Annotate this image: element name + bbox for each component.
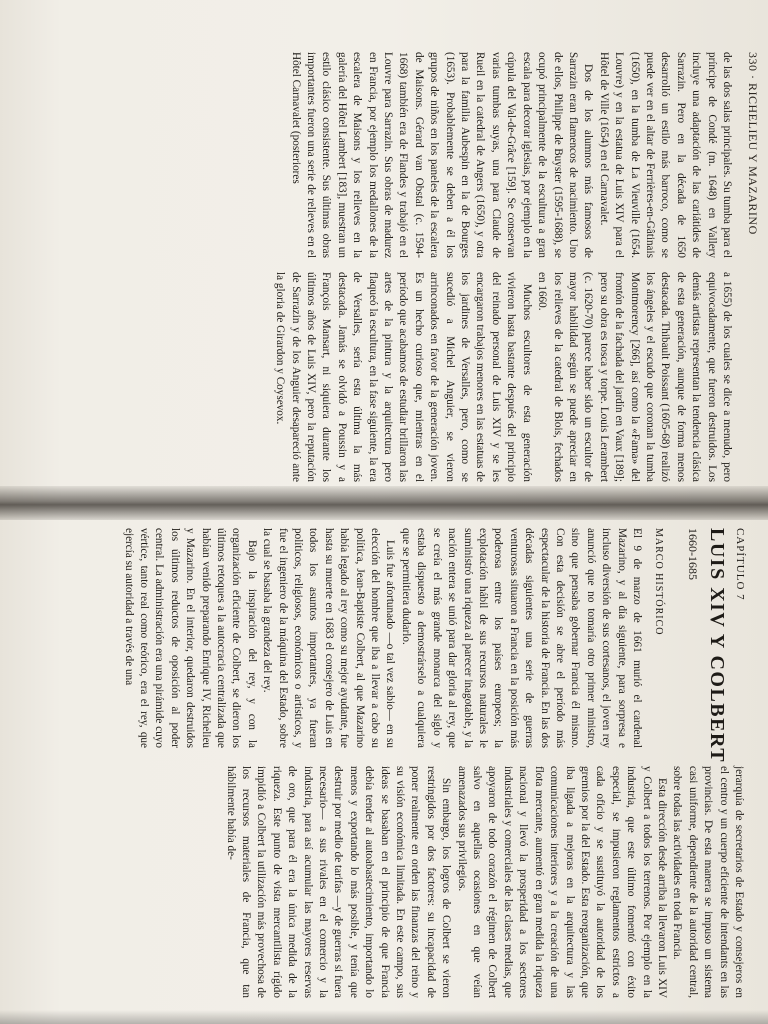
paragraph: Bajo la inspiración del rey, y con la organización eficiente de Colbert, se dieron los últimos retoques a la autocracia centralizada que habían venido preparando Enrique IV, Richelieu y Mazarino. En el interior, quedaron destruidos los últimos reductos de oposición al poder central. La administración era una pirámide cuyo vértice, tanto real como teórico, era el rey, que ejercía su autoridad a través de una [122,528,258,748]
paragraph: Esta dirección desde arriba la llevaron Luis XIV y Colbert a todos los terrenos. Por ejemplo en la industria, que este último fomentó con éxito especial, se impusieron reglamentos estrictos a cada oficio y se sustituyó la autoridad de los gremios por la del Estado. Esta reorganización, que iba ligada a mejoras en la arquitectura y las comunicaciones interiores y a la creación de una flota mercante, aumentó en gran medida la riqueza nacional y llevó la prosperidad a los sectores industriales y comerciales de las clases medias, que apoyaron de todo corazón el régimen de Colbert salvo en aquellas ocasiones en que veían amenazados sus privilegios. [455,766,668,998]
running-head: 330 · RICHELIEU Y MAZARINO [746,52,760,235]
page-edge-shadow [0,1010,768,1024]
chapter-title: LUIS XIV Y COLBERT [706,528,728,764]
right-page [0,500,768,1024]
left-page-column-1 [287,52,734,258]
paragraph: Luis fue afortunado —o tal vez sabio— en su elección del hombre que iba a llevar a cabo su política, Jean-Baptiste Colbert, al que Mazarino había legado al rey como su mejor ayudante, fue hasta su muerte en 1683 el consejero de Luis en todos los asuntos importantes, ya fueran políticos, religiosos, económicos o artísticos, y fue el ingeniero de la máquina del Estado, sobre la cual se basaba la grandeza del rey. [261,528,397,748]
paragraph: jerarquía de secretarios de Estado y consejeros en el centro y un cuerpo eficiente de intendants en las provincias. De esta manera se impuso un sistema casi uniforme, dependiente de la autoridad central, sobre todas las actividades en toda Francia. [671,766,745,998]
chapter-dates: 1660-1685 [686,528,700,580]
paragraph: El 9 de marzo de 1661 murió el cardenal Mazarino, y al día siguiente, para sorpresa e incluso diversión de sus cortesanos, el joven rey anunció que no tomaría otro primer ministro, sino que pensaba gobernar Francia él mismo. Con esta decisión se abre el período más espectacular de la historia de Francia. En las dos décadas siguientes una serie de guerras venturosas situaron a Francia en la posición más poderosa entre los países europeos; la explotación hábil de sus recursos naturales le suministró una riqueza al parecer inagotable, y la nación entera se unió para dar gloria al rey, que se creía el más grande monarca del siglo y estaba dispuesto a demostrárselo a cualquiera que se permitiera dudarlo. [399,528,643,748]
chapter-label: CAPÍTULO 7 [734,528,746,601]
paragraph: de las dos salas principales. Su tumba para el príncipe de Condé (m. 1648) en Vallery incluye una adaptación de las cariátides de Sarrazin. Pero en la década de 1650 desarrolló un estilo más barroco, como se puede ver en el altar de Ferrières-en-Gâtinais (1650), en la tumba de La Vieuville (1654. Louvre) y en la estatua de Luis XIV para el Hôtel de Ville (1654) en el Carnavalet. [597,52,733,258]
left-page [0,0,768,500]
paragraph: Sin embargo, los logros de Colbert se vieron restringidos por dos factores: su incapacidad de poner realmente en orden las finanzas del reino y su visión económica limitada. En este campo, sus ideas se basaban en el principio de que Francia debía tender al autoabastecimiento, importando lo menos y exportando lo más posible, y tenía que destruir por medio de tarifas —y de guerras si fuera necesario— a sus rivales en el comercio y la industria, para así acumular las mayores reservas de oro, que para él era la única medida de la riqueza. Este punto de vista mercantilista rígido impidió a Colbert la utilización más provechosa de los recursos materiales de Francia, que tan hábilmente había de- [224,766,453,998]
left-page-column-2 [272,272,734,482]
right-page-column-1 [120,528,644,748]
paragraph: Muchos escultores de esta generación vivieron hasta bastante después del principio del reinado personal de Luis XIV y se les encargaron trabajos menores en las estatuas de los jardines de Versalles, pero, como se sucedió a Michel Anguier, se vieron arrinconados en favor de la generación joven. Es un hecho curioso que, mientras en el período que acabamos de estudiar brillaron las artes de la pintura y la arquitectura pero flaqueó la escultura, en la fase siguiente, la era de Versalles, sería esta última la más destacada. Jamás se olvidó a Poussin y a François Mansart, ni siquiera durante los últimos años de Luis XIV, pero la reputación de Sarrazin y de los Anguier desapareció ante la gloria de Girardon y Coysevox. [274,272,533,482]
section-heading: MARCO HISTÓRICO [653,528,664,636]
paragraph: Dos de los alumnos más famosos de Sarrazin eran flamencos de nacimiento. Uno de ellos, Philippe de Buyster (1595-1688), se ocupó principalmente de la escultura a gran escala para decorar iglesias, por ejemplo en la cúpula del Val-de-Grâce [159]. Se conservan varias tumbas suyas, una para Claude de Rueil en la catedral de Angers (1650), y otra para la familia Aubespin en la de Bourges (1653). Probablemente se deben a él los grupos de niños en los paneles de la escalera de Maisons. Gérard van Obstal (c. 1594-1668) también era de Flandes y trabajó en el Louvre para Sarrazin. Sus obras de madurez en Francia, por ejemplo los medallones de la escalera de Maisons y los relieves en la galería del Hôtel Lambert [183], muestran un estilo clásico consistente. Sus últimas obras importantes fueron una serie de relieves en el Hôtel Carnavalet (posteriores [289,52,595,258]
right-page-column-2 [222,766,746,998]
paragraph: a 1655) de los cuales se dice a menudo, pero equivocadamente, que fueron destruidos. Los demás artistas representan la tendencia clásica de esta generación, aunque de forma menos destacada. Thibault Poissant (1605-68) realizó los ángeles y el escudo que coronan la tumba Montmorency [266], así como la «Fama» del frontón de la fachada del jardín en Vaux [189]; pero su obra es tosca y torpe. Louis Lerambert (c. 1620-70) parece haber sido un escultor de mayor habilidad según se puede apreciar en los relieves de la catedral de Blois, fechados en 1660. [536,272,733,482]
